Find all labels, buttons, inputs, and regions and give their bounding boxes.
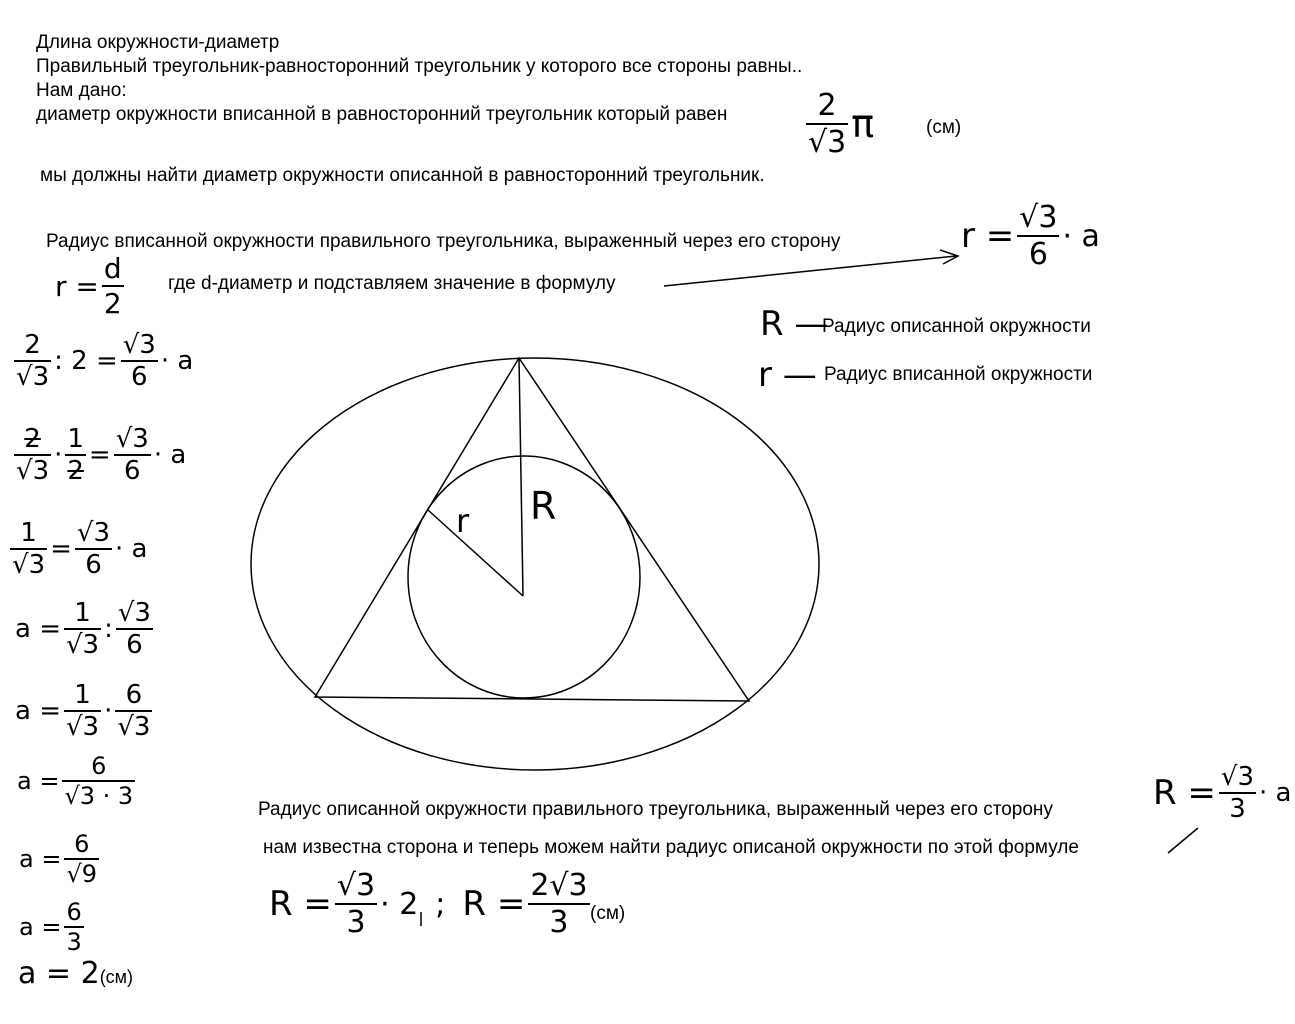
step-2-tail: · a [153, 440, 187, 470]
step-3-den: √3 [12, 550, 46, 580]
step-4-op: : [104, 614, 113, 644]
step-5-num: 1 [74, 680, 91, 710]
circumscribed-formula-tail: · a [1259, 778, 1292, 808]
given-pi: π [851, 102, 875, 146]
step-5-lhs: a = [15, 696, 61, 726]
circumscribed-formula-den: 3 [1219, 792, 1256, 824]
legend-R-symbol: R — [760, 304, 829, 344]
r-num: d [103, 252, 122, 285]
inscribed-formula-den: 6 [1017, 235, 1059, 272]
step-8-lhs: a = [19, 913, 62, 941]
intro-line-4: диаметр окружности вписанной в равносторонний треугольник который равен [36, 104, 728, 125]
step-3-rnum: √3 [76, 518, 111, 548]
step-2-op: · [54, 440, 63, 470]
step-6-num: 6 [91, 752, 107, 780]
result-num-2: 2√3 [530, 868, 588, 903]
step-9-lhs: a = 2 [18, 956, 100, 991]
diagram-label-r: r [456, 502, 470, 540]
step-9-unit: (см) [99, 967, 134, 987]
intro-line-1: Длина окружности-диаметр [36, 32, 280, 53]
step-4-rden: 6 [116, 628, 153, 660]
step-8-den: 3 [66, 928, 82, 956]
step-1-num: 2 [24, 330, 41, 360]
step-7-num: 6 [74, 830, 90, 858]
step-6-lhs: a = [17, 767, 60, 795]
given-unit: (см) [926, 117, 962, 138]
step-5-rnum: 6 [125, 680, 143, 710]
given-numerator: 2 [817, 88, 837, 123]
step-1-rnum: √3 [122, 330, 156, 360]
circumscribed-formula-lhs: R = [1153, 773, 1216, 813]
inscribed-caption: Радиус вписанной окружности правильного треугольника, выраженный через его сторону [46, 231, 841, 252]
inscribed-formula-tail: · a [1062, 218, 1100, 254]
step-2-num2: 1 [67, 424, 84, 454]
result-den-2: 3 [528, 903, 589, 940]
step-4-num: 1 [74, 598, 91, 628]
legend-r-symbol: r — [758, 355, 817, 395]
step-8-num: 6 [66, 898, 82, 926]
step-7-lhs: a = [19, 845, 62, 873]
step-5-den: √3 [65, 712, 100, 742]
result-tail-1: · 2 [380, 886, 419, 922]
goal-text: мы должны найти диаметр окружности описанной в равносторонний треугольник. [40, 165, 765, 186]
step-3-num: 1 [20, 518, 37, 548]
intro-line-3: Нам дано: [36, 80, 127, 101]
r-den: 2 [103, 287, 122, 320]
substitute-hint: где d-диаметр и подставляем значение в формулу [168, 273, 616, 294]
result-separator: ; [435, 886, 446, 922]
circumscribed-formula [1150, 762, 1295, 824]
step-3-tail: · a [115, 534, 148, 564]
legend-R-label: Радиус описанной окружности [822, 316, 1091, 337]
radius-r-line [428, 510, 523, 596]
circumscribed-hint: нам известна сторона и теперь можем найти радиус описаной окружности по этой формуле [263, 837, 1079, 858]
step-1-den: √3 [16, 362, 50, 392]
step-3-op: = [50, 534, 72, 564]
step-2-num: 2 [24, 424, 41, 454]
result-lhs-2: R = [462, 884, 526, 924]
step-2-den: √3 [16, 456, 50, 486]
result-unit: (см) [590, 903, 626, 924]
step-2-rden: 6 [114, 454, 151, 486]
result-num-1: √3 [336, 868, 376, 903]
circumscribed-formula-num: √3 [1220, 762, 1255, 792]
given-denominator: √3 [808, 125, 847, 160]
result-lhs-1: R = [269, 884, 332, 924]
equilateral-triangle [315, 358, 749, 701]
circumscribed-caption: Радиус описанной окружности правильного треугольника, выраженный через его сторону [258, 799, 1053, 820]
step-1-rden: 6 [121, 360, 158, 392]
step-2-op2: = [88, 440, 111, 470]
step-5-op: · [104, 696, 113, 726]
step-1-tail: · a [160, 346, 194, 376]
result-formula [266, 868, 590, 940]
diagram-label-R: R [530, 484, 557, 528]
result-den-1: 3 [335, 903, 377, 940]
step-4-rnum: √3 [117, 598, 151, 628]
legend-r-label: Радиус вписанной окружности [824, 364, 1093, 385]
intro-line-2: Правильный треугольник-равносторонний треугольник у которого все стороны равны.. [36, 56, 803, 77]
step-1-op: : 2 = [54, 346, 118, 376]
step-2-den2: 2 [67, 456, 84, 486]
step-3-rden: 6 [75, 548, 112, 580]
step-5-rden: √3 [117, 712, 151, 742]
hint-arrow-line [664, 256, 956, 286]
radius-R-line [519, 358, 523, 596]
inscribed-circle [408, 456, 640, 698]
r-lhs: r = [55, 269, 99, 303]
circumscribed-circle [251, 358, 819, 770]
inscribed-formula-num: √3 [1019, 200, 1058, 235]
step-2-rnum: √3 [115, 424, 149, 454]
step-6-den: √3 · 3 [64, 782, 134, 810]
inscribed-formula-lhs: r = [961, 216, 1015, 256]
step-4-lhs: a = [15, 614, 61, 644]
pointer-slash [1168, 828, 1198, 853]
step-4-den: √3 [65, 630, 100, 660]
step-7-den: √9 [66, 860, 98, 888]
